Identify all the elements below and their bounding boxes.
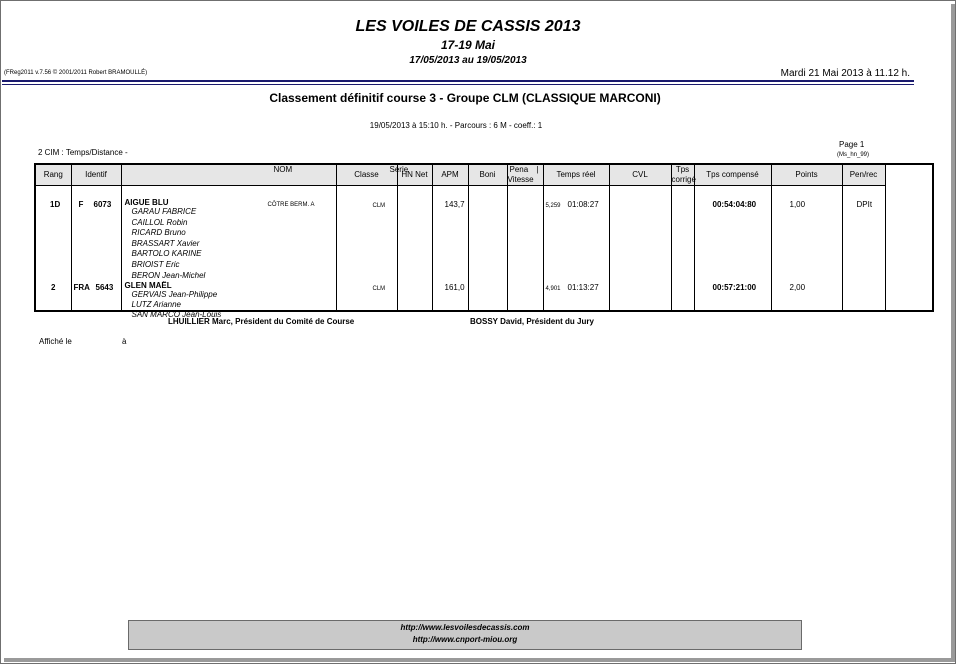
col-header-hn-net: HN Net xyxy=(397,164,432,186)
footer-link-lesvoilesdecassis[interactable]: http://www.lesvoilesdecassis.com xyxy=(400,623,530,632)
table-row-1-crew-5: BARTOLO KARINE xyxy=(131,249,202,258)
col-header-tps-corrige: Tps corrigé xyxy=(671,165,696,184)
event-dates: 17/05/2013 au 19/05/2013 xyxy=(409,55,527,66)
table-row-2-classe: CLM xyxy=(372,286,386,292)
affiche-le-label: Affiché le xyxy=(39,337,72,346)
table-row-2-crew-1: GERVAIS Jean-Philippe xyxy=(131,290,218,299)
president-comite-signature: LHUILLIER Marc, Président du Comité de Course xyxy=(168,317,355,326)
president-jury-signature: BOSSY David, Président du Jury xyxy=(470,317,594,326)
tps-corrige-cell xyxy=(672,186,694,310)
footer-box xyxy=(128,620,802,650)
table-row-1-points: 1,00 xyxy=(789,200,806,209)
table-row-1-rang: 1D xyxy=(50,200,61,209)
table-row-1-crew-1: GARAU FABRICE xyxy=(131,207,197,216)
table-row-1-crew-3: RICARD Bruno xyxy=(131,228,186,237)
table-row-1-crew-7: BERON Jean-Michel xyxy=(131,271,206,280)
table-row-1-serie: CÔTRE BERM. A xyxy=(267,202,315,208)
col-header-rang: Rang xyxy=(35,164,71,186)
print-date: Mardi 21 Mai 2013 à 11.12 h. xyxy=(780,68,910,79)
col-header-serie: Série xyxy=(389,165,409,174)
classement-title: Classement définitif course 3 - Groupe CLM (CLASSIQUE MARCONI) xyxy=(269,91,661,105)
page-shadow-bottom xyxy=(4,658,955,662)
col-header-tps-compense: Tps compensé xyxy=(694,164,771,186)
col-header-pen-rec: Pen/rec xyxy=(842,164,885,186)
col-header-identif: Identif xyxy=(71,164,121,186)
table-row-2-crew-3: SAN MARCO Jean-Louis xyxy=(131,310,222,319)
event-subtitle: 17-19 Mai xyxy=(440,38,496,52)
header-rule-thin xyxy=(2,84,914,85)
table-row-2-identif-country: FRA xyxy=(73,283,90,292)
page-shadow-right xyxy=(951,4,955,662)
table-row-1-classe: CLM xyxy=(372,203,386,209)
col-header-apm: APM xyxy=(432,164,468,186)
hn-net-cell xyxy=(398,186,432,310)
event-title: LES VOILES DE CASSIS 2013 xyxy=(355,18,581,35)
results-table xyxy=(34,163,934,319)
table-row-1-crew-4: BRASSART Xavier xyxy=(131,239,200,248)
table-header-row xyxy=(35,164,933,186)
table-row-2-apm: 161,0 xyxy=(444,283,465,292)
table-row-2-rang: 2 xyxy=(51,283,56,292)
col-header-pena: Pena xyxy=(509,165,529,174)
table-row-2-points: 2,00 xyxy=(789,283,806,292)
affiche-a-label: à xyxy=(122,337,127,346)
table-row-2-vitesse: 4,901 xyxy=(545,286,561,292)
table-row-1-vitesse: 5,259 xyxy=(545,203,561,209)
col-header-boni: Boni xyxy=(468,164,507,186)
col-header-cvl: CVL xyxy=(609,164,671,186)
table-row-2-identif-number: 5643 xyxy=(95,283,114,292)
table-row-1-identif-number: 6073 xyxy=(93,200,112,209)
table-row-1-temps-reel: 01:08:27 xyxy=(567,200,599,209)
cim-label: 2 CIM : Temps/Distance - xyxy=(38,148,128,157)
footer-link-cnport-miou[interactable]: http://www.cnport-miou.org xyxy=(412,635,518,644)
table-row-1-pen-rec: DPIt xyxy=(856,200,873,209)
results-body-row xyxy=(35,186,933,312)
col-header-points: Points xyxy=(771,164,842,186)
col-header-pena-vitesse xyxy=(507,164,543,186)
table-row-2-temps-reel: 01:13:27 xyxy=(567,283,599,292)
col-header-temps-reel: Temps réel xyxy=(543,164,609,186)
table-row-1-identif-country: F xyxy=(78,200,84,209)
header-rule xyxy=(2,80,914,82)
col-header-vitesse: | Vitesse xyxy=(507,165,539,184)
boni-cell xyxy=(469,186,507,310)
table-row-1-tps-compense: 00:54:04:80 xyxy=(712,200,757,209)
col-header-nom-label: NOM xyxy=(273,165,293,174)
software-credit: (FReg2011 v.7.56 © 2001/2011 Robert BRAMOULLÉ) xyxy=(4,70,148,76)
table-row-1-apm: 143,7 xyxy=(444,200,465,209)
race-info: 19/05/2013 à 15:10 h. - Parcours : 6 M - coeff.: 1 xyxy=(369,121,543,130)
page-format: (Ms_hn_99) xyxy=(837,152,870,158)
cvl-cell xyxy=(610,186,671,310)
table-row-2-crew-2: LUTZ Arianne xyxy=(131,300,181,309)
table-row-2-tps-compense: 00:57:21:00 xyxy=(712,283,757,292)
table-row-1-boat-name: AIGUE BLU xyxy=(124,198,169,207)
table-row-2-boat-name: GLEN MAËL xyxy=(124,281,172,290)
col-header-classe: Classe xyxy=(336,164,397,186)
table-row-1-crew-2: CAILLOL Robin xyxy=(131,218,188,227)
table-row-1-crew-6: BRIOIST Eric xyxy=(131,260,180,269)
page-number: Page 1 xyxy=(839,140,865,149)
